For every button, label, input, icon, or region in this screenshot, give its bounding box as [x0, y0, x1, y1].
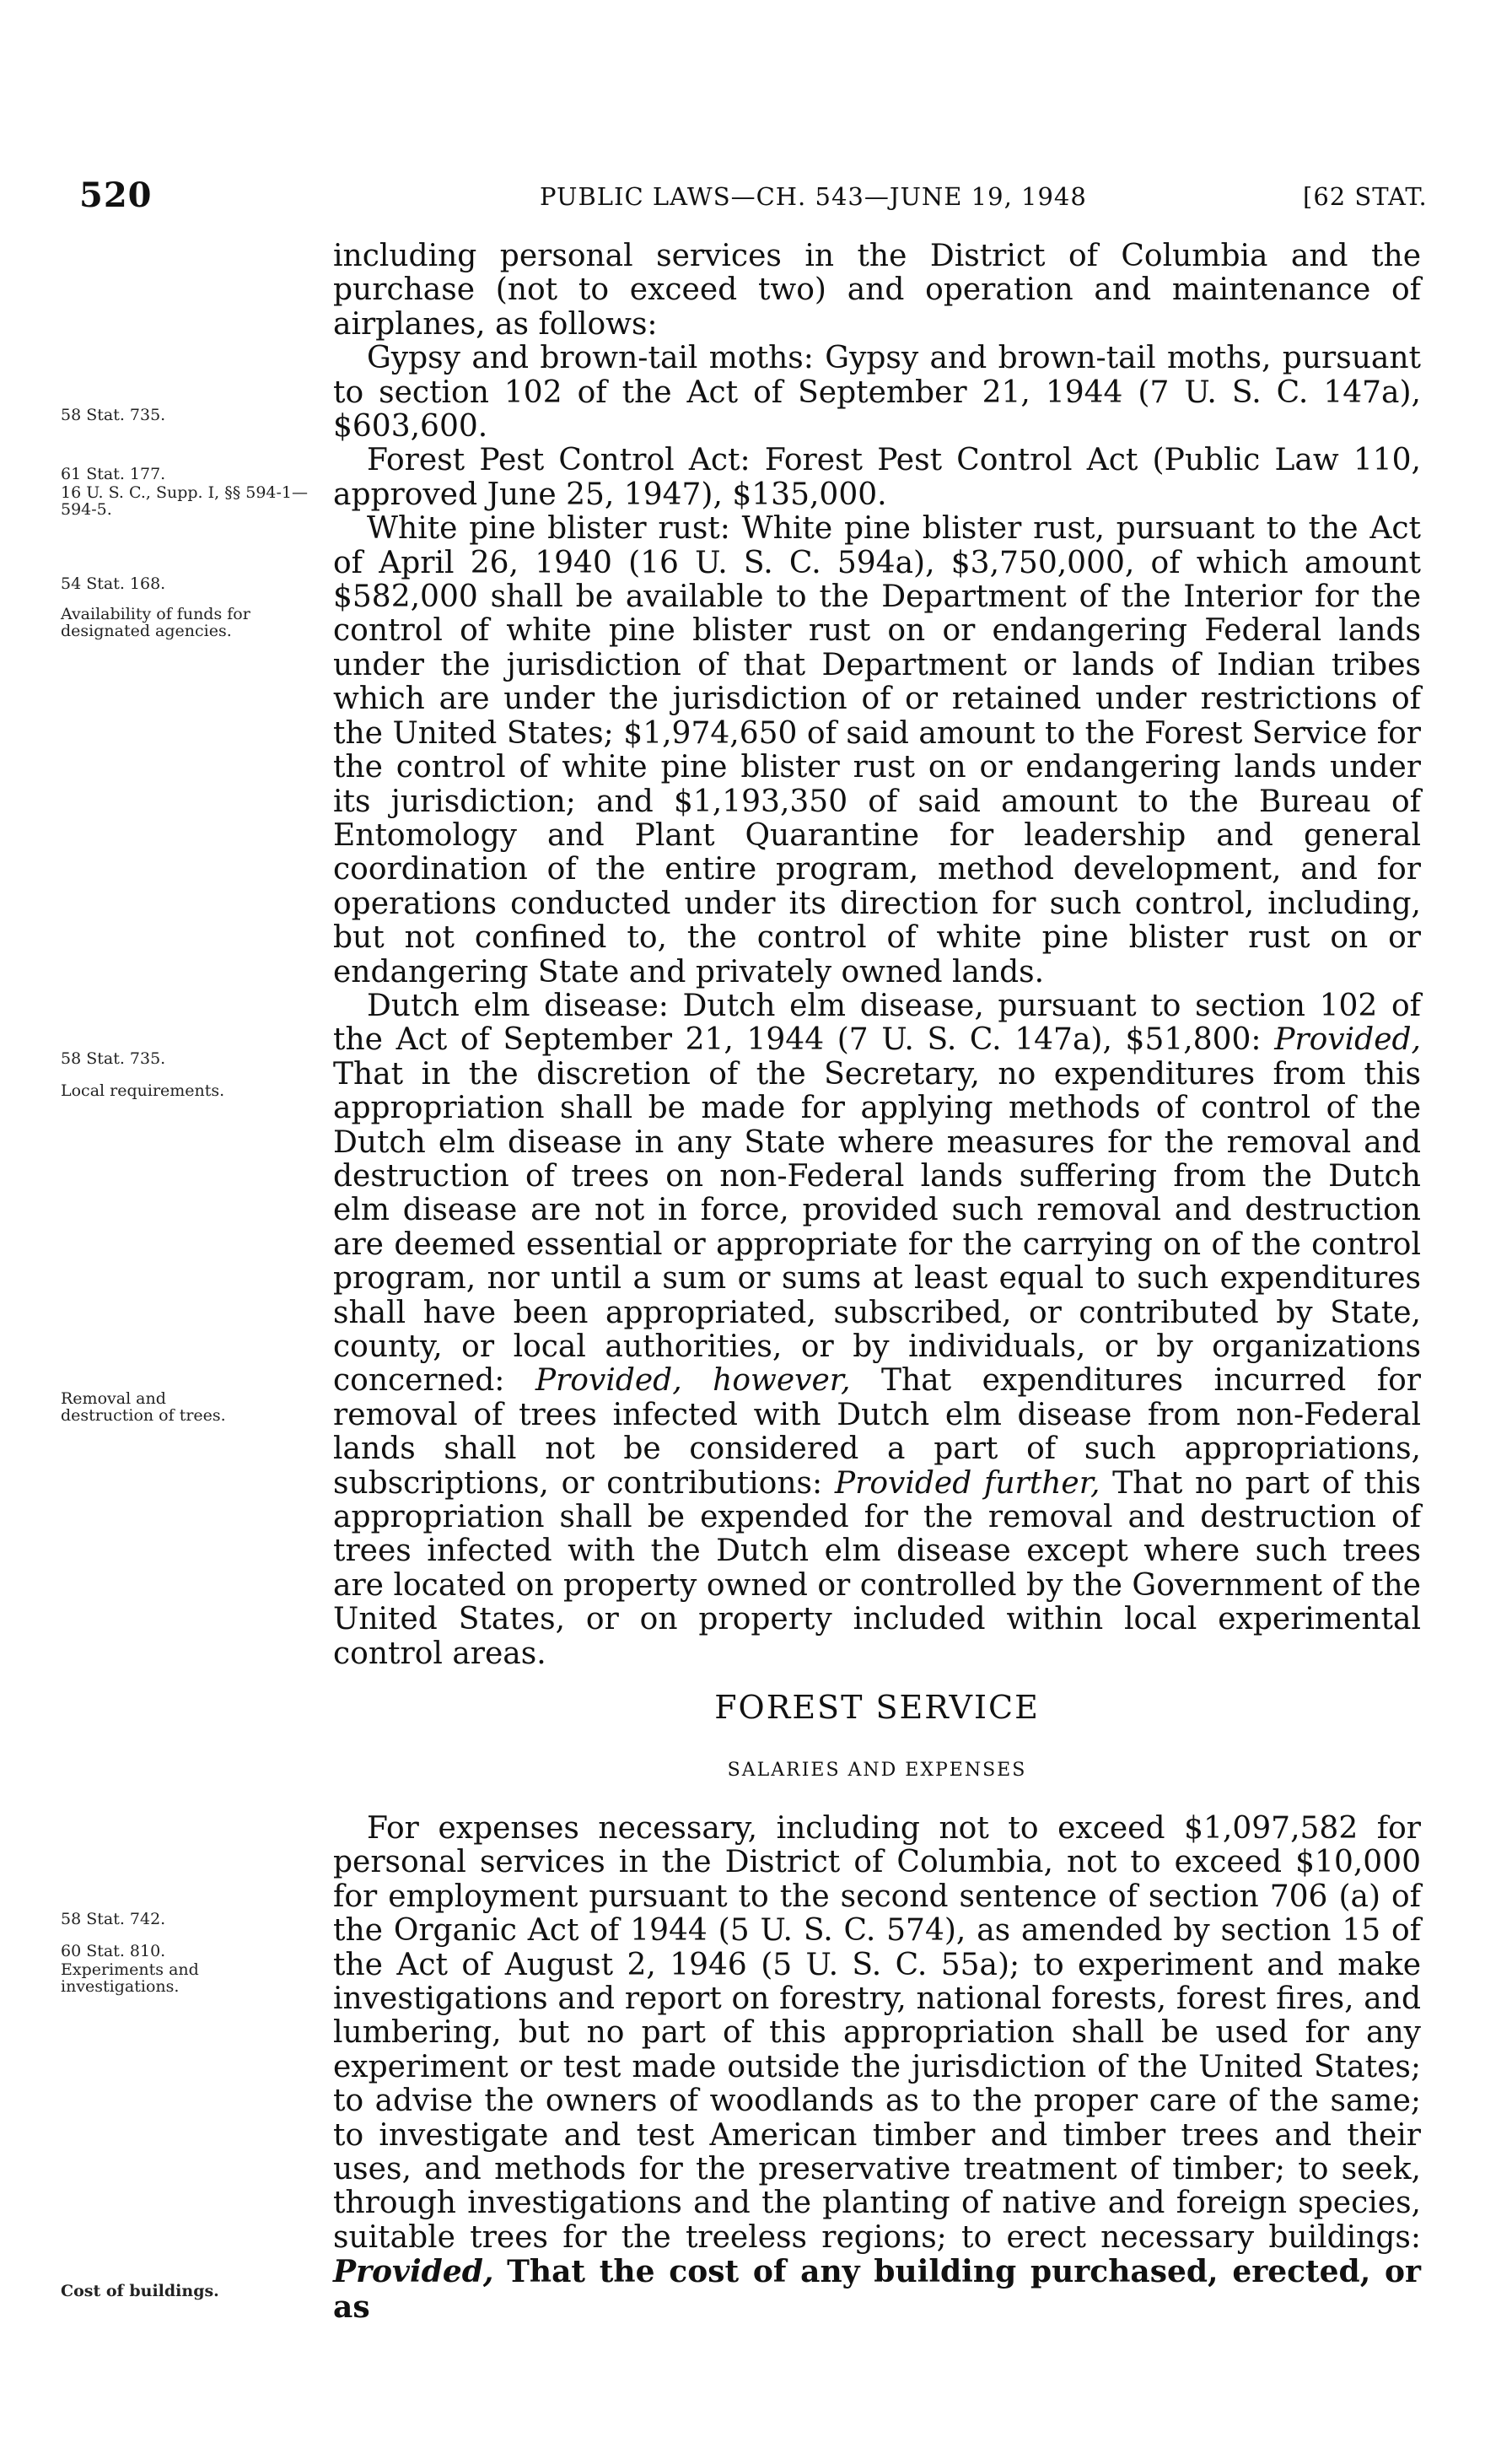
margin-note: 60 Stat. 810. [61, 1942, 166, 1960]
margin-note: 16 U. S. C., Supp. I, §§ 594-1—594-5. [61, 483, 309, 519]
subheading-salaries-expenses: SALARIES AND EXPENSES [727, 1760, 1027, 1781]
proviso-italic: Provided, [1274, 1022, 1421, 1058]
text-span: That expenditures incurred for removal of trees infected with Dutch elm disease from non-Federal lands shall not be considered a part of such appropriations, subscriptions, or contributions: [333, 1363, 1421, 1501]
running-head: PUBLIC LAWS—CH. 543—JUNE 19, 1948 [540, 182, 1087, 211]
paragraph-forest-pest-control: Forest Pest Control Act: Forest Pest Control Act (Public Law 110, approved June 25, 1947), $135,000. [333, 443, 1421, 512]
text-span: For expenses necessary, including not to exceed $1,097,582 for personal services in the District of Columbia, not to exceed $10,000 for employment pursuant to the second sentence of section 706 (a) of the Organic Act of 1944 (5 U. S. C. 574), as amended by section 15 of the Act of August 2, 1946 (5 U. S. C. 55a); to experiment and make investigations and report on forestry, national forests, forest fires, and lumbering, but no part of this appropriation shall be used for any experiment or test made outside the jurisdiction of the United States; to advise the owners of woodlands as to the proper care of the same; to investigate and test American timber and timber trees and their uses, and methods for the preservative treatment of timber; to seek, through investigations and the planting of native and foreign species, suitable trees for the treeless regions; to erect necessary buildings: [333, 1811, 1421, 2255]
paragraph-gypsy-moths: Gypsy and brown-tail moths: Gypsy and brown-tail moths, pursuant to section 102 of the Act of September 21, 1944 (7 U. S. C. 147a), $603,600. [333, 341, 1421, 445]
statute-reference: [62 STAT. [1303, 182, 1428, 211]
margin-note: Cost of buildings. [61, 2282, 219, 2300]
text-span: That no part of this appropriation shall be expended for the removal and destruction of trees infected with the Dutch elm disease except where such trees are located on property owned or controlled by the Government of the United States, or on property included within local experimental control areas. [333, 1465, 1421, 1671]
margin-note: 54 Stat. 168. [61, 574, 166, 593]
margin-note: Availability of funds for designated agencies. [61, 605, 250, 640]
margin-note: 58 Stat. 735. [61, 406, 166, 424]
page-number: 520 [79, 175, 153, 215]
margin-note: 61 Stat. 177. [61, 465, 166, 483]
margin-note: Local requirements. [61, 1081, 225, 1100]
paragraph-white-pine-blister-rust: White pine blister rust: White pine blister rust, pursuant to the Act of April 26, 1940 (16 U. S. C. 594a), $3,750,000, of which amount $582,000 shall be available to the Department of the Interior for the control of white pine blister rust on or endangering Federal lands under the jurisdiction of that Department or lands of Indian tribes which are under the jurisdiction of or retained under restrictions of the United States; $1,974,650 of said amount to the Forest Service for the control of white pine blister rust on or endangering lands under its jurisdiction; and $1,193,350 of said amount to the Bureau of Entomology and Plant Quarantine for leadership and general coordination of the entire program, method development, and for operations conducted under its direction for such control, including, but not confined to, the control of white pine blister rust on or endangering State and privately owned lands. [333, 511, 1421, 989]
margin-note: Experiments and investigations. [61, 1960, 199, 1996]
margin-note: 58 Stat. 735. [61, 1049, 166, 1068]
text-span: That in the discretion of the Secretary, no expenditures from this appropriation shall be made for applying methods of control of the Dutch elm disease in any State where measures for the removal and destruction of trees on non-Federal lands suffering from the Dutch elm disease are not in force, provided such removal and destruction are deemed essential or appropriate for the carrying on of the control program, nor until a sum or sums at least equal to such expenditures shall have been appropriated, subscribed, or contributed by State, county, or local authorities, or by individuals, or by organizations concerned: [333, 1056, 1421, 1399]
margin-note: 58 Stat. 742. [61, 1910, 166, 1928]
paragraph-forest-service-expenses [333, 1812, 1421, 2325]
proviso-italic: Provided, [333, 2254, 494, 2290]
paragraph-dutch-elm-disease [333, 989, 1421, 1671]
text-span: Dutch elm disease: Dutch elm disease, pursuant to section 102 of the Act of September 21, 1944 (7 U. S. C. 147a), $51,800: [333, 988, 1421, 1058]
body-text-block-1 [333, 240, 1421, 1671]
margin-note: Removal and destruction of trees. [61, 1389, 226, 1425]
proviso-italic: Provided, however, [535, 1363, 851, 1399]
proviso-italic: Provided further, [834, 1465, 1100, 1501]
paragraph-personal-services: including personal services in the District of Columbia and the purchase (not to exceed two) and operation and maintenance of airplanes, as follows: [333, 239, 1421, 342]
section-heading-forest-service: FOREST SERVICE [714, 1689, 1040, 1726]
body-text-block-2 [333, 1812, 1421, 2325]
text-span: That the cost of any building purchased, erected, or as [333, 2254, 1422, 2325]
page-header [0, 175, 1512, 215]
